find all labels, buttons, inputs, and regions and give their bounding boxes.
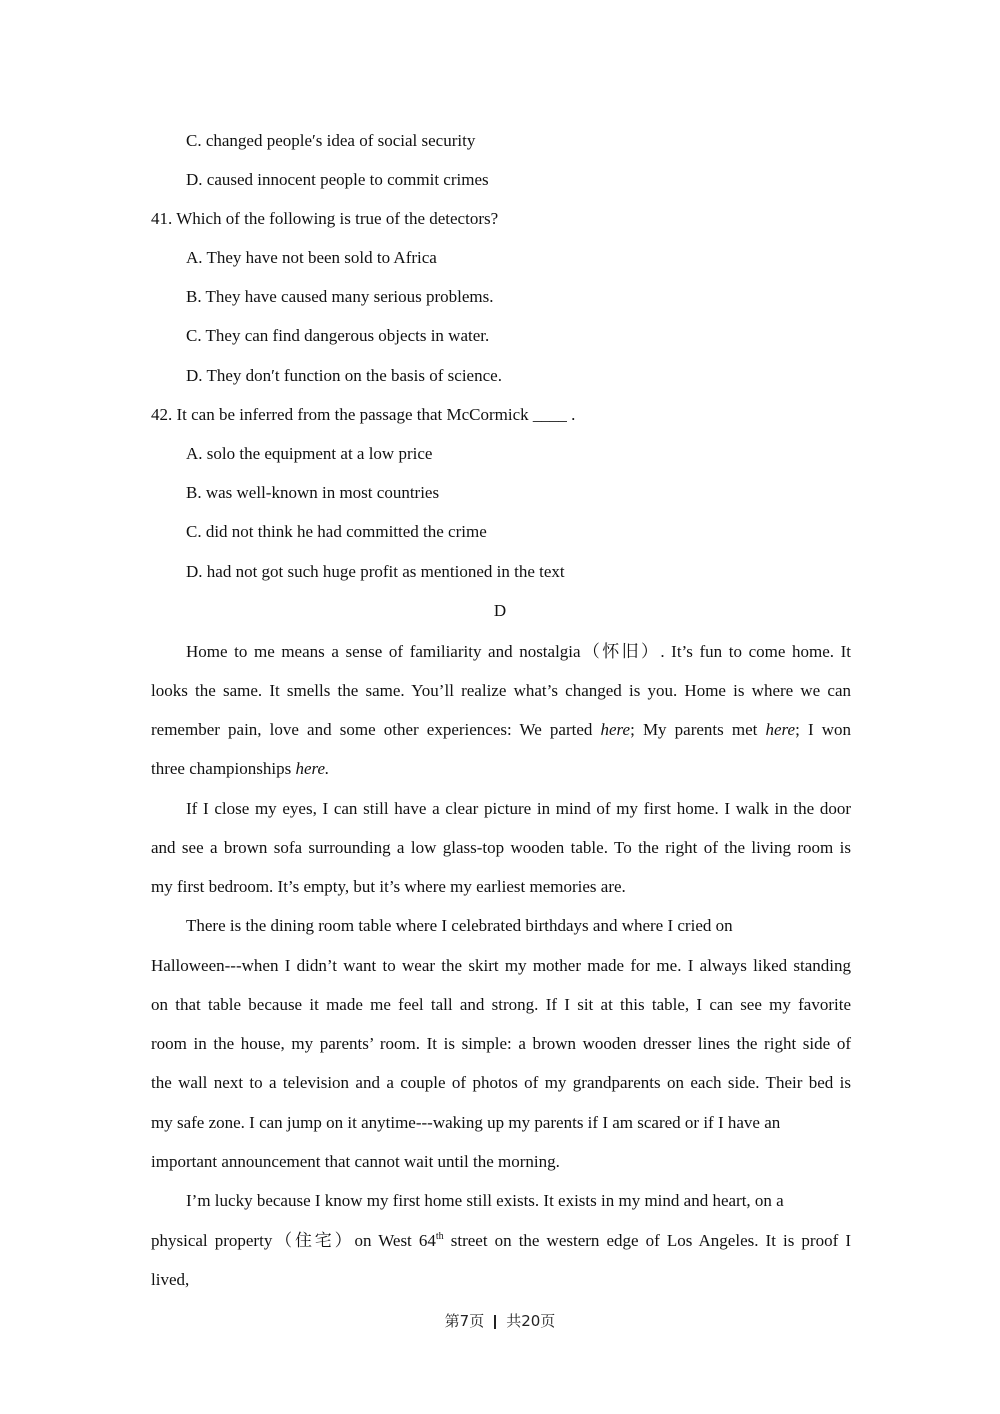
paragraph-2-line-1: If I close my eyes, I can still have a clear picture in mind of my first home. I walk in the door bbox=[186, 799, 851, 818]
paragraph-3-line-5: the wall next to a television and a couple of photos of my grandparents on each side. Their bed is bbox=[151, 1073, 851, 1092]
page-footer bbox=[0, 1310, 1000, 1331]
page-number: 第7页 bbox=[444, 1312, 485, 1330]
q42-stem: 42. It can be inferred from the passage that McCormick ____ . bbox=[151, 405, 576, 424]
text-fragment: three championships bbox=[151, 759, 296, 778]
q41-option-d: D. They don′t function on the basis of science. bbox=[186, 366, 502, 385]
paragraph-2-line-3: my first bedroom. It’s empty, but it’s where my earliest memories are. bbox=[151, 877, 626, 896]
paragraph-2-line-2: and see a brown sofa surrounding a low glass-top wooden table. To the right of the living room is bbox=[151, 838, 851, 857]
paragraph-1-line-2: looks the same. It smells the same. You’ll realize what’s changed is you. Home is where we can bbox=[151, 681, 851, 700]
paragraph-3-line-3: on that table because it made me feel tall and strong. If I sit at this table, I can see my favorite bbox=[151, 995, 851, 1014]
text-fragment: . bbox=[325, 759, 330, 778]
section-heading: D bbox=[493, 601, 507, 620]
q41-option-b: B. They have caused many serious problems. bbox=[186, 287, 494, 306]
page-total: 共20页 bbox=[506, 1312, 556, 1330]
text-fragment: ; My parents met bbox=[630, 720, 766, 739]
emphasis-here: here bbox=[600, 720, 631, 739]
q40-option-d: D. caused innocent people to commit crimes bbox=[186, 170, 489, 189]
emphasis-here: here bbox=[295, 759, 326, 778]
paragraph-3-line-1: There is the dining room table where I celebrated birthdays and where I cried on bbox=[186, 916, 733, 935]
paragraph-4-line-3: lived, bbox=[151, 1270, 190, 1289]
text-fragment: ; I won bbox=[795, 720, 852, 739]
paragraph-3-line-6: my safe zone. I can jump on it anytime---waking up my parents if I am scared or if I have an bbox=[151, 1113, 781, 1132]
paragraph-1-line-1: Home to me means a sense of familiarity and nostalgia（怀旧）. It’s fun to come home. It bbox=[186, 642, 851, 661]
text-fragment: remember pain, love and some other experiences: We parted bbox=[151, 720, 601, 739]
paragraph-3-line-4: room in the house, my parents’ room. It is simple: a brown wooden dresser lines the right side of bbox=[151, 1034, 851, 1053]
q42-option-d: D. had not got such huge profit as mentioned in the text bbox=[186, 562, 565, 581]
paragraph-3-line-2: Halloween---when I didn’t want to wear the skirt my mother made for me. I always liked standing bbox=[151, 956, 851, 975]
footer-divider bbox=[494, 1315, 496, 1329]
emphasis-here: here bbox=[765, 720, 796, 739]
text-fragment: physical property（住宅）on West 64 bbox=[151, 1231, 436, 1250]
q42-option-c: C. did not think he had committed the crime bbox=[186, 522, 487, 541]
paragraph-1-line-4 bbox=[151, 758, 329, 780]
q42-option-b: B. was well-known in most countries bbox=[186, 483, 440, 502]
paragraph-4-line-1: I’m lucky because I know my first home still exists. It exists in my mind and heart, on a bbox=[186, 1191, 784, 1210]
paragraph-3-line-7: important announcement that cannot wait until the morning. bbox=[151, 1152, 560, 1171]
superscript-th: th bbox=[435, 1231, 444, 1242]
q40-option-c: C. changed people′s idea of social security bbox=[186, 131, 476, 150]
paragraph-4-line-2 bbox=[151, 1230, 851, 1252]
text-fragment: street on the western edge of Los Angeles. It is proof I bbox=[443, 1231, 851, 1250]
q41-option-c: C. They can find dangerous objects in water. bbox=[186, 326, 490, 345]
paragraph-1-line-3 bbox=[151, 719, 851, 741]
q41-stem: 41. Which of the following is true of the detectors? bbox=[151, 209, 499, 228]
q42-option-a: A. solo the equipment at a low price bbox=[186, 444, 433, 463]
q41-option-a: A. They have not been sold to Africa bbox=[186, 248, 437, 267]
